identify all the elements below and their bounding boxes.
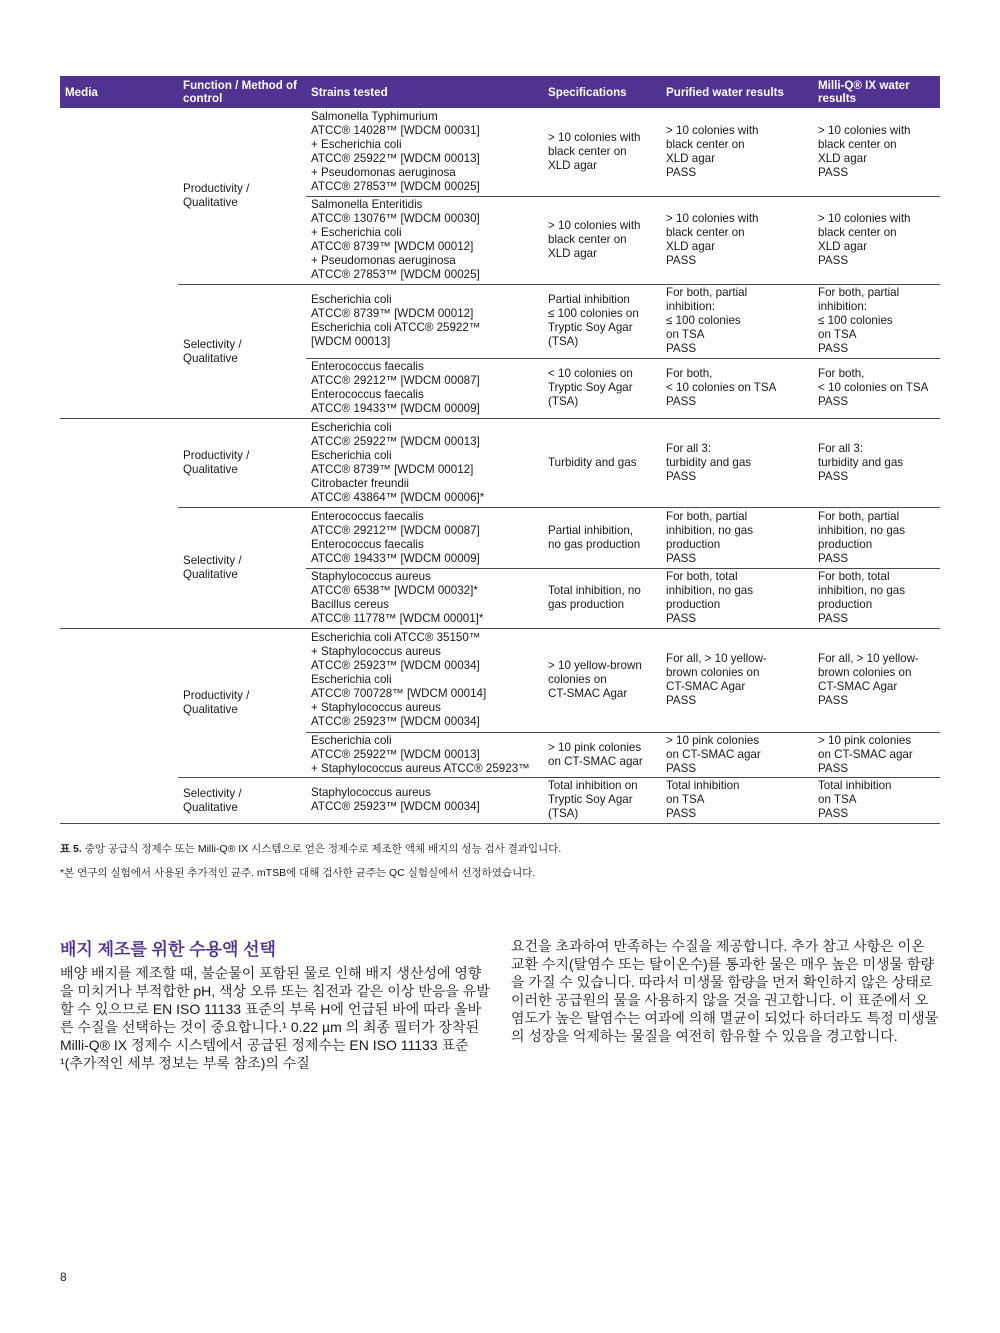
results-table <box>60 76 940 824</box>
table-row <box>306 358 940 418</box>
table-row <box>306 285 940 358</box>
function-cell <box>178 629 306 777</box>
spec-cell: Partial inhibition ≤ 100 colonies on Tryptic Soy Agar (TSA) <box>548 293 639 348</box>
milliq-result-cell: For both, partial inhibition: ≤ 100 colonies on TSA PASS <box>818 286 900 355</box>
media-cell <box>60 419 178 628</box>
function-label: Productivity / Qualitative <box>183 182 250 209</box>
header-milliq-ix: Milli-Q® IX water results <box>818 79 910 105</box>
table-caption <box>60 842 561 856</box>
table-row <box>306 568 940 628</box>
function-subgroup <box>178 777 940 823</box>
spec-cell: > 10 colonies with black center on XLD agar <box>548 219 641 260</box>
spec-cell: Total inhibition on Tryptic Soy Agar (TSA) <box>548 779 638 820</box>
function-subgroup <box>178 507 940 628</box>
table-row <box>306 196 940 284</box>
milliq-result-cell: > 10 colonies with black center on XLD agar PASS <box>818 123 911 179</box>
purified-result-cell: > 10 pink colonies on CT-SMAC agar PASS <box>666 733 761 775</box>
header-specifications: Specifications <box>548 85 627 99</box>
body-paragraph-left: 배양 배지를 제조할 때, 불순물이 포함된 물로 인해 배지 생산성에 영향을 미치거나 부적합한 pH, 색상 오류 또는 침전과 같은 이상 반응을 유발할 수 있으므로 EN ISO 11133 표준의 부록 H에 언급된 바에 따라 올바른 수질을 선택하는 것이 중요합니다.¹ 0.22 µm 의 최종 필터가 장착된 Milli-Q® IX 정제수 시스템에서 공급된 정제수는 EN ISO 11133 표준¹(추가적인 세부 정보는 부록 참조)의 수질 <box>60 965 490 1071</box>
table-row <box>306 419 940 507</box>
spec-cell: Total inhibition, no gas production <box>548 584 641 611</box>
function-cell <box>178 419 306 507</box>
header-strains: Strains tested <box>311 85 388 99</box>
strains-cell: Enterococcus faecalis ATCC® 29212™ [WDCM 00087] Enterococcus faecalis ATCC® 19433™ [WDCM 00009] <box>311 509 480 565</box>
strains-cell: Escherichia coli ATCC® 25922™ [WDCM 00013] + Staphylococcus aureus ATCC® 25923™ <box>311 733 530 775</box>
media-group <box>60 629 940 824</box>
function-subgroup <box>178 419 940 507</box>
purified-result-cell: For both, < 10 colonies on TSA PASS <box>666 367 777 408</box>
function-subgroup <box>178 284 940 418</box>
caption-label: 표 5. <box>60 843 82 855</box>
function-label: Selectivity / Qualitative <box>183 554 242 581</box>
function-cell <box>178 108 306 284</box>
header-media: Media <box>65 85 98 99</box>
strains-cell: Salmonella Typhimurium ATCC® 14028™ [WDCM 00031] + Escherichia coli ATCC® 25922™ [WDCM 00013] + Pseudomonas aeruginosa ATCC® 27853™ [WDCM 00025] <box>311 109 480 193</box>
table-row <box>306 732 940 777</box>
milliq-result-cell: > 10 pink colonies on CT-SMAC agar PASS <box>818 733 913 775</box>
purified-result-cell: > 10 colonies with black center on XLD agar PASS <box>666 123 759 179</box>
media-group <box>60 419 940 629</box>
function-subgroup <box>178 108 940 284</box>
table-header <box>60 76 940 108</box>
strains-cell: Staphylococcus aureus ATCC® 6538™ [WDCM 00032]* Bacillus cereus ATCC® 11778™ [WDCM 00001]* <box>311 570 484 625</box>
purified-result-cell: For both, partial inhibition, no gas production PASS <box>666 509 754 565</box>
header-function: Function / Method of control <box>183 79 297 105</box>
milliq-result-cell: > 10 colonies with black center on XLD agar PASS <box>818 212 911 267</box>
spec-cell: > 10 colonies with black center on XLD agar <box>548 130 641 172</box>
milliq-result-cell: For both, total inhibition, no gas production PASS <box>818 570 906 625</box>
milliq-result-cell: For both, < 10 colonies on TSA PASS <box>818 367 929 408</box>
table-row <box>306 508 940 568</box>
purified-result-cell: For all, > 10 yellow- brown colonies on CT-SMAC Agar PASS <box>666 652 767 707</box>
purified-result-cell: > 10 colonies with black center on XLD agar PASS <box>666 212 759 267</box>
header-purified-water: Purified water results <box>666 85 784 99</box>
section-heading: 배지 제조를 위한 수용액 선택 <box>60 940 276 959</box>
function-cell <box>178 508 306 628</box>
table-row <box>306 629 940 732</box>
media-group <box>60 108 940 419</box>
media-cell <box>60 108 178 418</box>
function-label: Productivity / Qualitative <box>183 689 250 716</box>
milliq-result-cell: For all 3: turbidity and gas PASS <box>818 441 904 483</box>
function-subgroup <box>178 629 940 777</box>
spec-cell: < 10 colonies on Tryptic Soy Agar (TSA) <box>548 367 633 408</box>
milliq-result-cell: For all, > 10 yellow- brown colonies on CT-SMAC Agar PASS <box>818 652 919 707</box>
strains-cell: Escherichia coli ATCC® 25922™ [WDCM 00013] Escherichia coli ATCC® 8739™ [WDCM 00012] Citrobacter freundii ATCC® 43864™ [WDCM 00006]* <box>311 420 485 504</box>
function-cell <box>178 285 306 418</box>
spec-cell: Partial inhibition, no gas production <box>548 523 641 551</box>
purified-result-cell: For both, partial inhibition: ≤ 100 colonies on TSA PASS <box>666 286 748 355</box>
caption-text: 중앙 공급식 정제수 또는 Milli-Q® IX 시스템으로 얻은 정제수로 제조한 액체 배지의 성능 검사 결과입니다. <box>81 843 562 855</box>
strains-cell: Staphylococcus aureus ATCC® 25923™ [WDCM 00034] <box>311 786 480 813</box>
table-row <box>306 108 940 196</box>
table-row <box>306 778 940 823</box>
spec-cell: Turbidity and gas <box>548 455 637 469</box>
function-label: Productivity / Qualitative <box>183 449 250 476</box>
function-cell <box>178 778 306 823</box>
milliq-result-cell: For both, partial inhibition, no gas production PASS <box>818 509 906 565</box>
page-number: 8 <box>60 1270 67 1284</box>
body-paragraph-right: 요건을 초과하여 만족하는 수질을 제공합니다. 추가 참고 사항은 이온 교환 수지(탈염수 또는 탈이온수)를 통과한 물은 매우 높은 미생물 함량을 가질 수 있습니다. 따라서 미생물 함량을 먼저 확인하지 않은 상태로 이러한 공급원의 물을 사용하지 않을 것을 권고합니다. 이 표준에서 오염도가 높은 탈염수는 여과에 의해 멸균이 되었다 하더라도 특정 미생물의 성장을 억제하는 물질을 여전히 함유할 수 있음을 경고합니다. <box>511 938 939 1044</box>
function-label: Selectivity / Qualitative <box>183 337 242 365</box>
strains-cell: Escherichia coli ATCC® 35150™ + Staphylococcus aureus ATCC® 25923™ [WDCM 00034] Escherichia coli ATCC® 700728™ [WDCM 00014] + Staphylococcus aureus ATCC® 25923™ [WDCM 00034] <box>311 631 487 728</box>
strains-cell: Salmonella Enteritidis ATCC® 13076™ [WDCM 00030] + Escherichia coli ATCC® 8739™ [WDCM 00012] + Pseudomonas aeruginosa ATCC® 27853™ [WDCM 00025] <box>311 198 480 281</box>
spec-cell: > 10 yellow-brown colonies on CT-SMAC Agar <box>548 659 642 700</box>
strains-cell: Enterococcus faecalis ATCC® 29212™ [WDCM 00087] Enterococcus faecalis ATCC® 19433™ [WDCM 00009] <box>311 360 480 415</box>
media-cell <box>60 629 178 823</box>
purified-result-cell: For both, total inhibition, no gas production PASS <box>666 570 754 625</box>
function-label: Selectivity / Qualitative <box>183 786 242 814</box>
milliq-result-cell: Total inhibition on TSA PASS <box>818 779 892 820</box>
spec-cell: > 10 pink colonies on CT-SMAC agar <box>548 740 643 768</box>
table-footnote: *본 연구의 실험에서 사용된 추가적인 균주. mTSB에 대해 검사한 균주는 QC 실험실에서 선정하였습니다. <box>60 867 536 879</box>
purified-result-cell: Total inhibition on TSA PASS <box>666 779 740 820</box>
strains-cell: Escherichia coli ATCC® 8739™ [WDCM 00012] Escherichia coli ATCC® 25922™ [WDCM 00013] <box>311 293 481 348</box>
purified-result-cell: For all 3: turbidity and gas PASS <box>666 441 752 483</box>
